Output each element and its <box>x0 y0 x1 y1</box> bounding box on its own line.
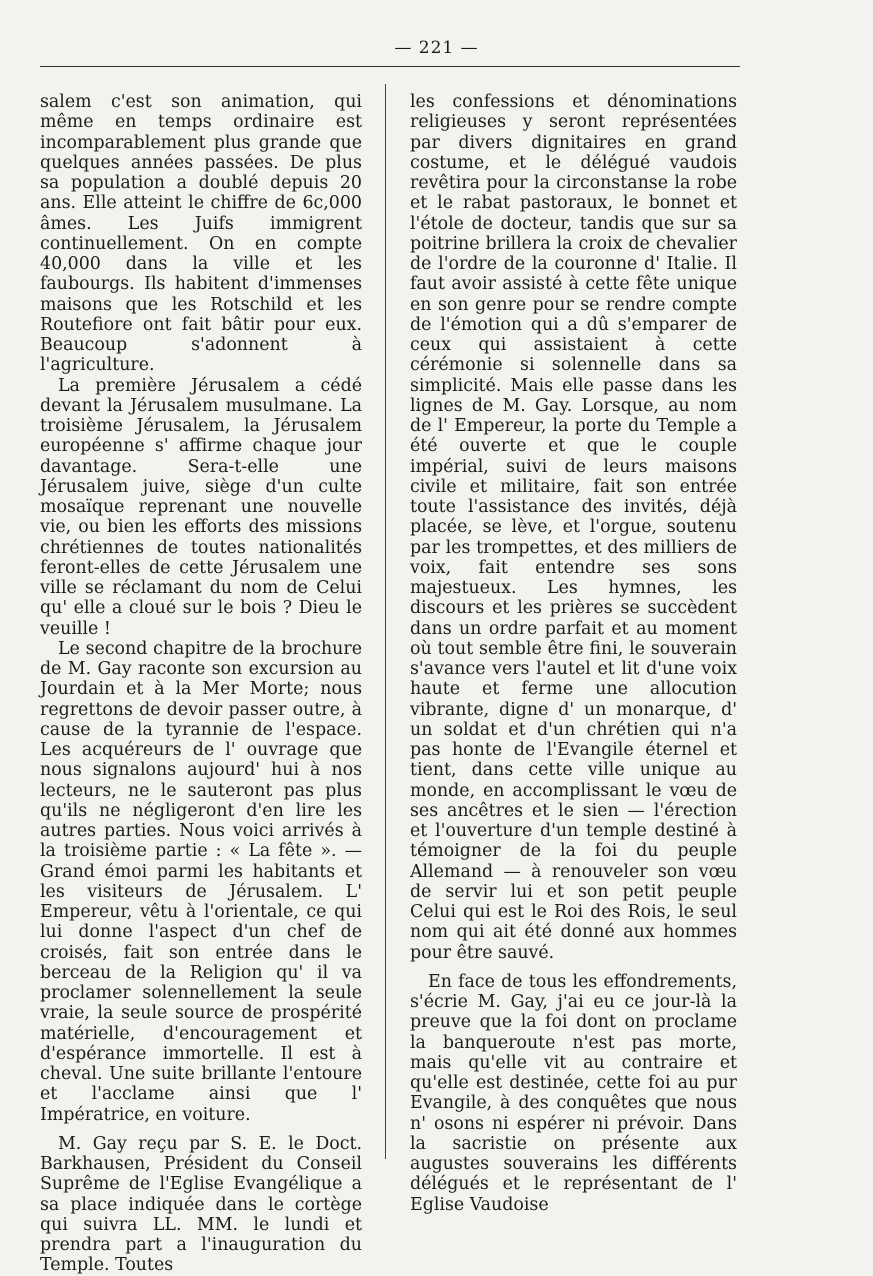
page-number: — 221 — <box>394 38 479 58</box>
right-column <box>410 92 737 1215</box>
header-rule <box>40 66 740 67</box>
left-column <box>40 92 362 1276</box>
paragraph: salem c'est son animation, qui même en temps ordinaire est incomparablement plus grande que quelques années passées. De plus sa population a doublé depuis 20 ans. Elle atteint le chiffre de 6c,000 âmes. Les Juifs immigrent continuellement. On en compte 40,000 dans la ville et les faubourgs. Ils habitent d'immenses maisons que les Rotschild et les Routefiore ont fait bâtir pour eux. Beaucoup s'adonnent à l'agriculture. <box>40 92 362 376</box>
paragraph: M. Gay reçu par S. E. le Doct. Barkhausen, Président du Conseil Suprême de l'Eglise Evangélique a sa place indiquée dans le cortège qui suivra LL. MM. le lundi et prendra part a l'inauguration du Temple. Toutes <box>40 1133 362 1276</box>
paragraph: En face de tous les effondrements, s'écrie M. Gay, j'ai eu ce jour-là la preuve que la foi dont on proclame la banqueroute n'est pas morte, mais qu'elle vit au contraire et qu'elle est destinée, cette foi au pur Evangile, à des conquêtes que nous n' osons ni espérer ni prévoir. Dans la sacristie on présente aux augustes souverains les différents délégués et le représentant de l' Eglise Vaudoise <box>410 971 737 1215</box>
paragraph: Le second chapitre de la brochure de M. Gay raconte son excursion au Jourdain et à la Mer Morte; nous regrettons de devoir passer outre, à cause de la tyrannie de l'espace. Les acquéreurs de l' ouvrage que nous signalons aujourd' hui à nos lecteurs, ne le sauteront pas plus qu'ils ne négligeront d'en lire les autres parties. Nous voici arrivés à la troisième partie : « La fête ». — Grand émoi parmi les habitants et les visiteurs de Jérusalem. L' Empereur, vêtu à l'orientale, ce qui lui donne l'aspect d'un chef de croisés, fait son entrée dans le berceau de la Religion qu' il va proclamer solennellement la seule vraie, la seule source de prospérité matérielle, d'encouragement et d'espérance immortelle. Il est à cheval. Une suite brillante l'entoure et l'acclame ainsi que l' Impératrice, en voiture. <box>40 638 362 1125</box>
paragraph: La première Jérusalem a cédé devant la Jérusalem musulmane. La troisième Jérusalem, la Jérusalem européenne s' affirme chaque jour davantage. Sera-t-elle une Jérusalem juive, siège d'un culte mosaïque reprenant une nouvelle vie, ou bien les efforts des missions chrétiennes de toutes nationalités feront-elles de cette Jérusalem une ville se réclamant du nom de Celui qu' elle a cloué sur le bois ? Dieu le veuille ! <box>40 375 362 639</box>
paragraph: les confessions et dénominations religieuses y seront représentées par divers dignitaires en grand costume, et le délégué vaudois revêtira pour la circonstanse la robe et le rabat pastoraux, le bonnet et l'étole de docteur, tandis que sur sa poitrine brillera la croix de chevalier de l'ordre de la couronne d' Italie. Il faut avoir assisté à cette fête unique en son genre pour se rendre compte de l'émotion qui a dû s'emparer de ceux qui assistaient à cette cérémonie si solennelle dans sa simplicité. Mais elle passe dans les lignes de M. Gay. Lorsque, au nom de l' Empereur, la porte du Temple a été ouverte et que le couple impérial, suivi de leurs maisons civile et militaire, fait son entrée toute l'assistance des invités, déjà placée, se lève, et l'orgue, soutenu par les trompettes, et des milliers de voix, fait entendre ses sons majestueux. Les hymnes, les discours et les prières se succèdent dans un ordre parfait et au moment où tout semble être fini, le souverain s'avance vers l'autel et lit d'une voix haute et ferme une allocution vibrante, digne d' un monarque, d' un soldat et d'un chrétien qui n'a pas honte de l'Evangile éternel et tient, dans cette ville unique au monde, en accomplissant le vœu de ses ancêtres et le sien — l'érection et l'ouverture d'un temple destiné à témoigner de la foi du peuple Allemand — à renouveler son vœu de servir lui et son petit peuple Celui qui est le Roi des Rois, le seul nom qui ait été donné aux hommes pour être sauvé. <box>410 92 737 963</box>
column-divider <box>385 84 386 1159</box>
